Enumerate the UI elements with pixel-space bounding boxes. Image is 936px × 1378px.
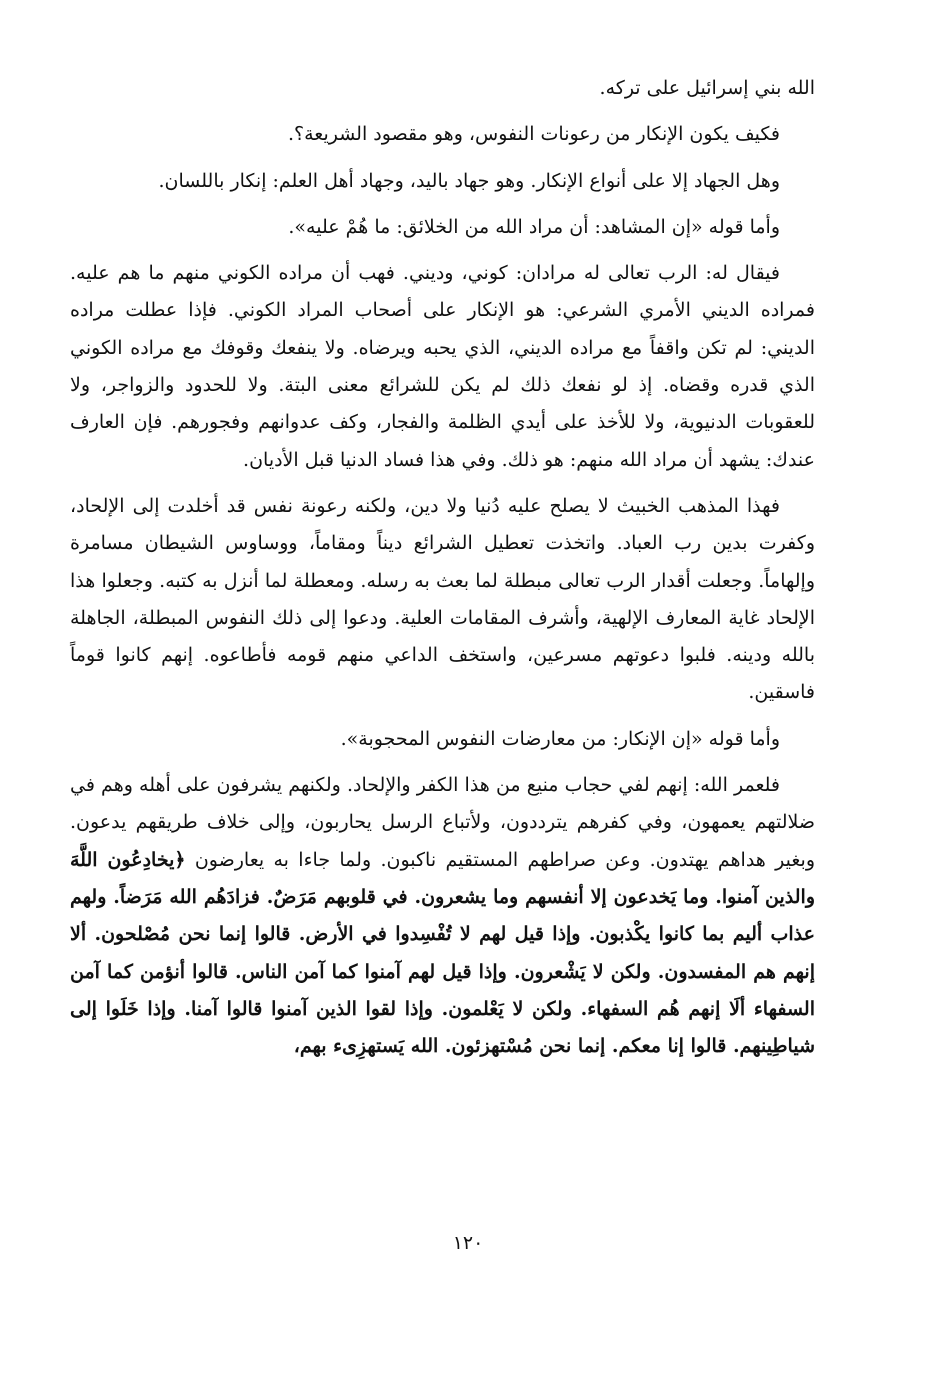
paragraph-veiled-souls-text: فلعمر الله: إنهم لفي حجاب منيع من هذا الكفر والإلحاد. ولكنهم يشرفون على أهله وهم في ضلالتهم يعمهون، وفي كفرهم يترددون، ولأتباع الرسل يحاربون، وإلى خلاف طريقهم يدعون. وبغير هداهم يهتدون. وعن صراطهم المستقيم ناكبون. ولما جاءا به يعارضون bbox=[70, 774, 815, 871]
paragraph-veiled-souls bbox=[70, 767, 815, 1065]
paragraph-quote-mushahid: وأما قوله «إن المشاهد: أن مراد الله من الخلائق: ما هُمْ عليه». bbox=[288, 215, 780, 238]
page-number: ١٢٠ bbox=[452, 1232, 484, 1254]
paragraph-sharia-question: فكيف يكون الإنكار من رعونات النفوس، وهو مقصود الشريعة؟. bbox=[287, 123, 780, 146]
document-page bbox=[70, 70, 815, 1074]
paragraph-wicked-doctrine: فهذا المذهب الخبيث لا يصلح عليه دُنيا ولا دين، ولكنه رعونة نفس قد أخلدت إلى الإلحاد، وكفرت بدين رب العباد. واتخذت تعطيل الشرائع ديناً ومقاماً، ووساوس الشيطان مسامرة وإلهاماً. وجعلت أقدار الرب تعالى مبطلة لما بعث به رسله. ومعطلة لما أنزل به كتبه. وجعلوا هذا الإلحاد غاية المعارف الإلهية، وأشرف المقامات العلية. ودعوا إلى ذلك النفوس المبطلة، الجاهلة بالله ودينه. فلبوا دعوتهم مسرعين، واستخف الداعي منهم قومه فأطاعوه. إنهم كانوا قوماً فاسقين. bbox=[70, 494, 815, 704]
paragraph-jihad: وهل الجهاد إلا على أنواع الإنكار. وهو جهاد باليد، وجهاد أهل العلم: إنكار باللسان. bbox=[158, 169, 780, 192]
paragraph-quote-inkar: وأما قوله «إن الإنكار: من معارضات النفوس المحجوبة». bbox=[340, 727, 780, 750]
paragraph-two-wills: فيقال له: الرب تعالى له مرادان: كوني، وديني. فهب أن مراده الكوني منهم ما هم عليه. فمراده الديني الأمري الشرعي: هو الإنكار على أصحاب المراد الكوني. فإذا عطلت مراده الديني: لم تكن واقفاً مع مراده الديني، الذي يحبه ويرضاه. ولا ينفعك وقوفك مع مراده الكوني الذي قدره وقضاه. إذ لو نفعك ذلك لم يكن للشرائع معنى البتة. ولا للحدود والزواجر، ولا للعقوبات الدنيوية، ولا للأخذ على أيدي الظلمة والفجار، وكف عدوانهم وفجورهم. فإن العارف عندك: يشهد أن مراد الله منهم: هو ذلك. وفي هذا فساد الدنيا قبل الأديان. bbox=[70, 262, 815, 471]
quran-quotation: ﴿يخادِعُون اللَّهَ والذين آمنوا. وما يَخدعون إلا أنفسهم وما يشعرون. في قلوبهم مَرَضٌ. فزادَهُم الله مَرَضاً. ولهم عذاب أليم بما كانوا يكْذبون. وإذا قيل لهم لا تُفْسِدوا في الأرض. قالوا إنما نحن مُصْلحون. ألا إنهم هم المفسدون. ولكن لا يَشْعرون. وإذا قيل لهم آمنوا كما آمن الناس. قالوا أنؤمن كما آمن السفهاء ألَا إنهم هُم السفهاء. ولكن لا يَعْلمون. وإذا لقوا الذين آمنوا قالوا آمنا. وإذا خَلَوا إلى شياطِينهم. قالوا إنا معكم. إنما نحن مُسْتهزئون. الله يَستهزِىء بهم، bbox=[70, 848, 815, 1058]
paragraph-continuation: الله بني إسرائيل على تركه. bbox=[599, 77, 815, 99]
